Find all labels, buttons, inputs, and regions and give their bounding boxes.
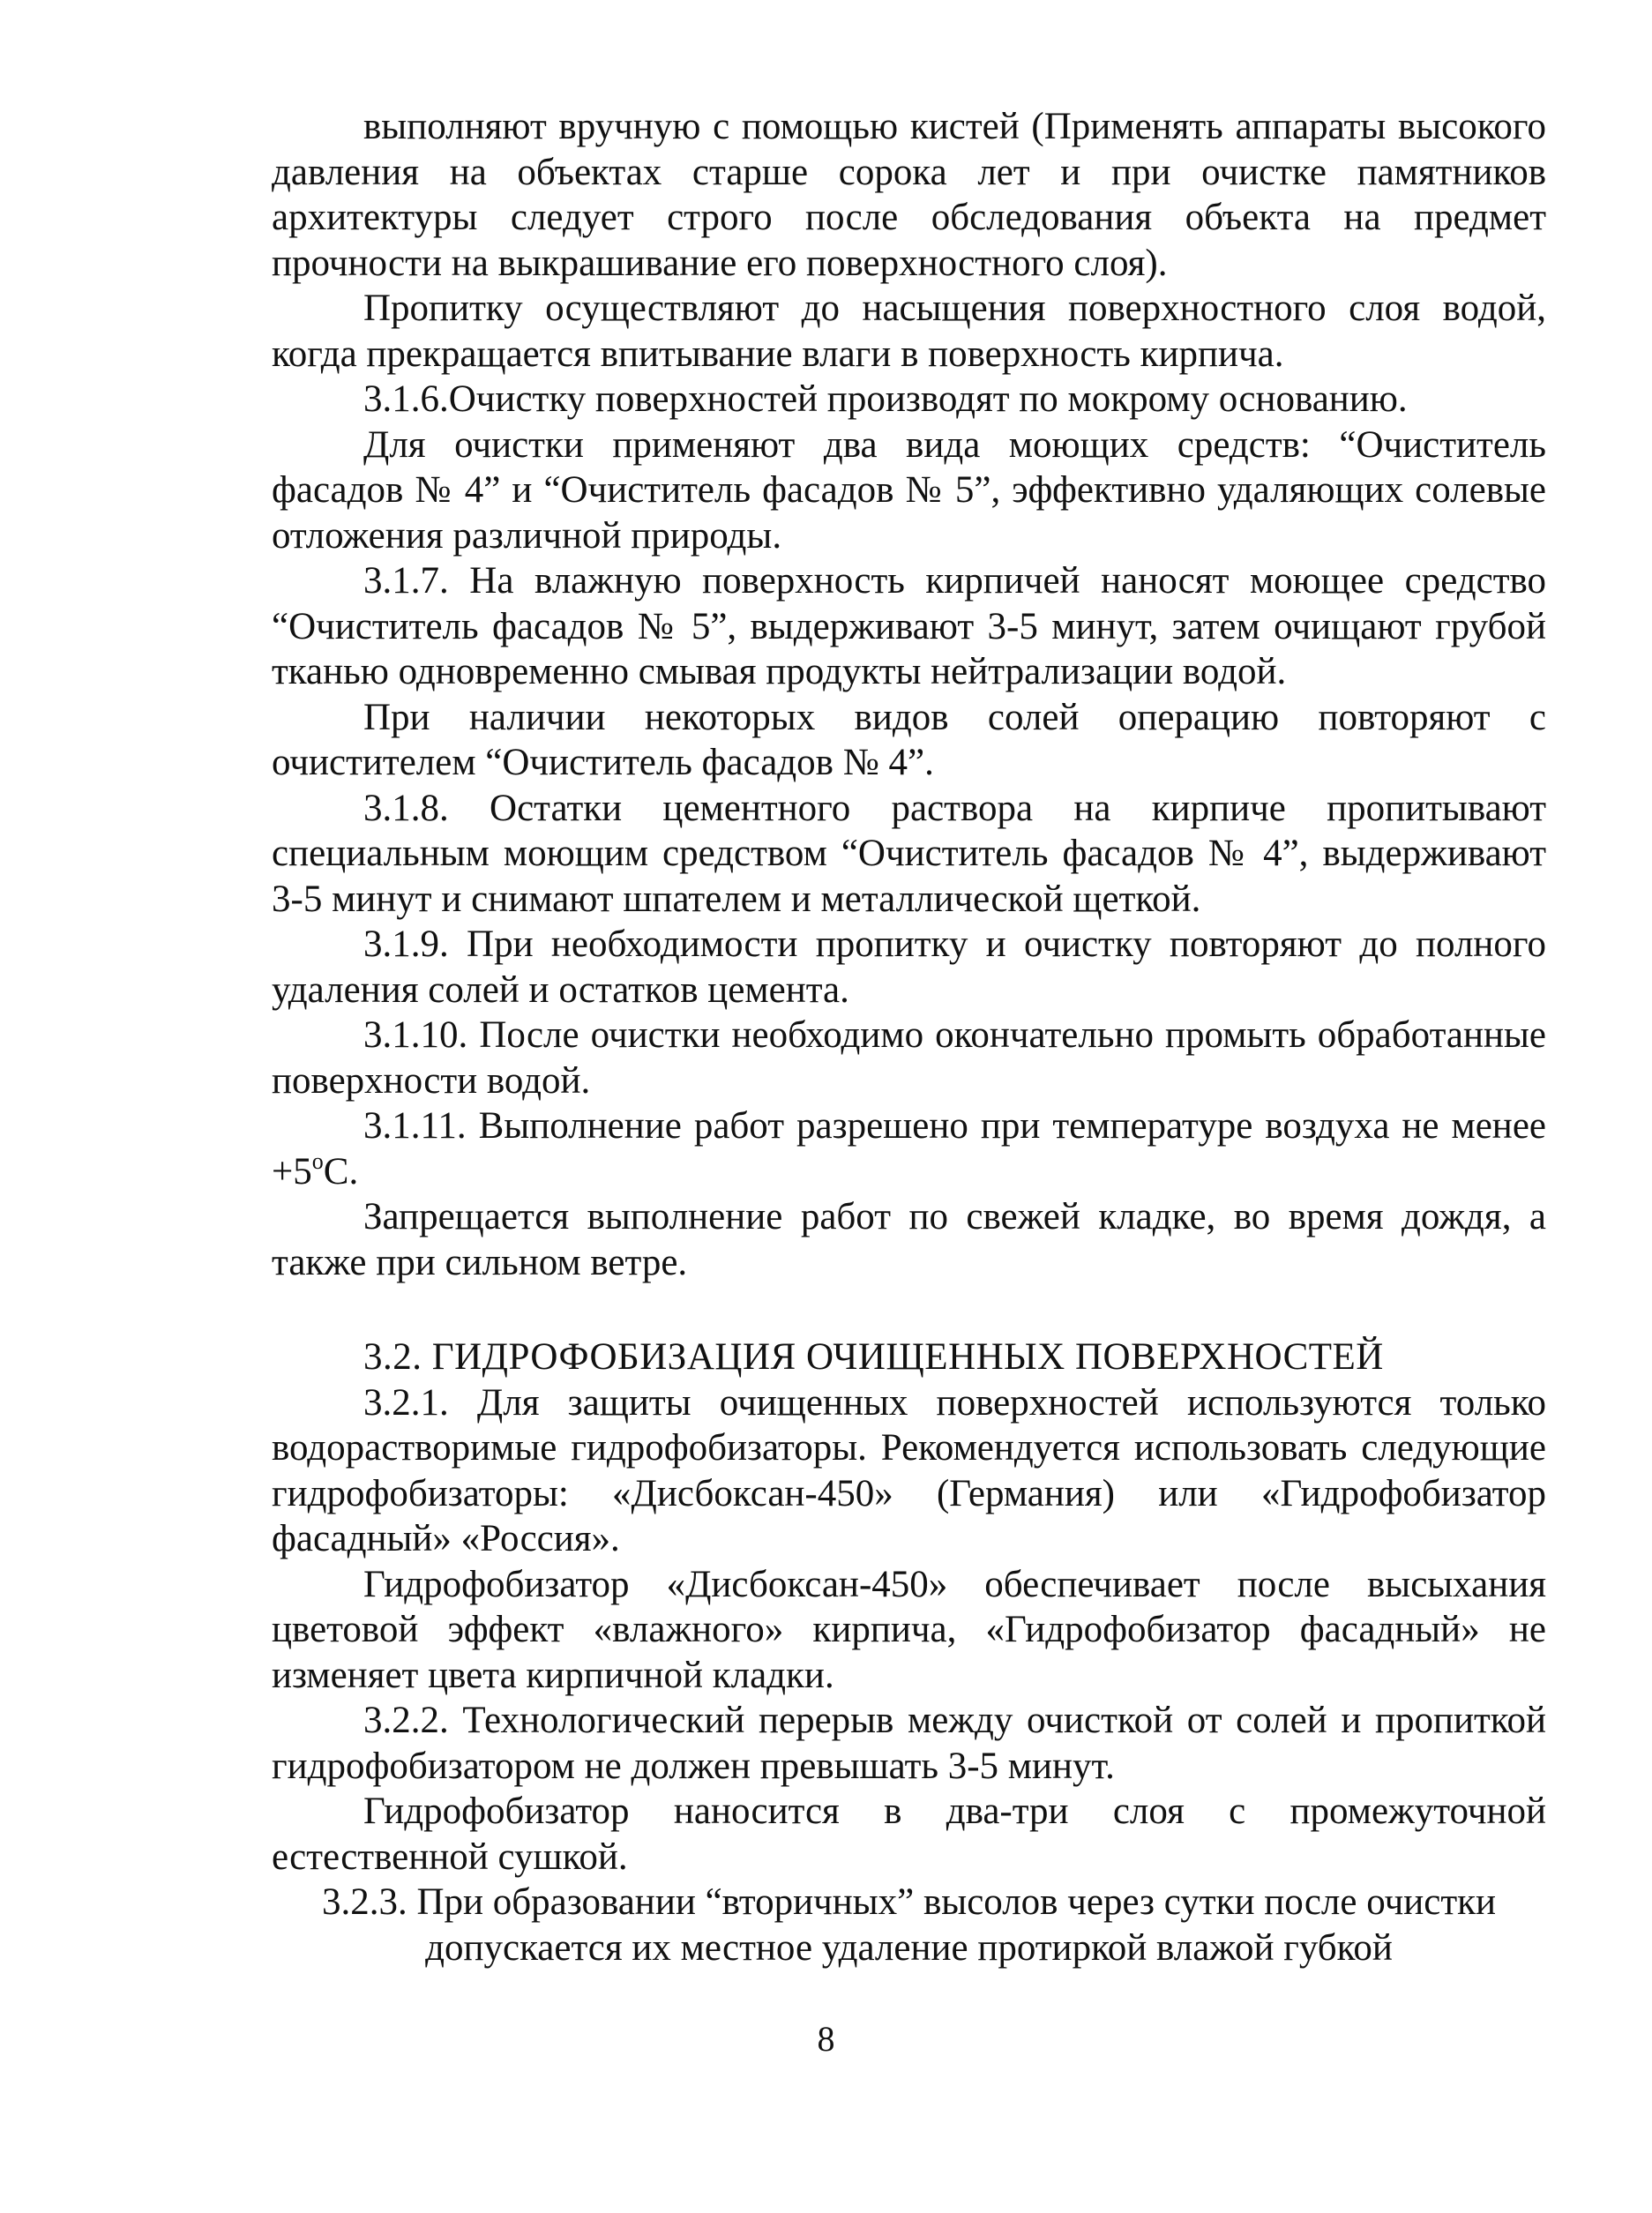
section-heading-hydrophobization: 3.2. ГИДРОФОБИЗАЦИЯ ОЧИЩЕННЫХ ПОВЕРХНОСТЕЙ	[363, 1336, 1384, 1378]
paragraph-3-1-11	[272, 1103, 1546, 1194]
paragraph-3-2-3: 3.2.3. При образовании “вторичных” высолов через сутки после очистки допускается их местное удаление протиркой влажой губкой	[321, 1881, 1497, 1969]
temperature-text: 3.1.11. Выполнение работ разрешено при температуре воздуха не менее +5	[272, 1105, 1546, 1192]
paragraph-3-1-8: 3.1.8. Остатки цементного раствора на кирпиче пропитывают специальным моющим средством “Очиститель фасадов № 4”, выдерживают 3-5 минут и снимают шпателем и металлической щеткой.	[272, 787, 1546, 920]
paragraph-3-2-1: 3.2.1. Для защиты очищенных поверхностей используются только водорастворимые гидрофобизаторы. Рекомендуется использовать следующие гидрофобизаторы: «Дисбоксан-450» (Германия) или «Гидрофобизатор фасадный» «Россия».	[272, 1381, 1546, 1559]
temperature-unit: C.	[323, 1150, 359, 1192]
paragraph-salts: При наличии некоторых видов солей операцию повторяют с очистителем “Очиститель фасадов № 4”.	[272, 696, 1546, 783]
paragraph-3-1-6: 3.1.6.Очистку поверхностей производят по мокрому основанию.	[363, 378, 1408, 420]
paragraph-3-1-7: 3.1.7. На влажную поверхность кирпичей наносят моющее средство “Очиститель фасадов № 5”, выдерживают 3-5 минут, затем очищают грубой тканью одновременно смывая продукты нейтрализации водой.	[272, 560, 1546, 692]
paragraph-3-2-2: 3.2.2. Технологический перерыв между очисткой от солей и пропиткой гидрофобизатором не должен превышать 3-5 минут.	[272, 1700, 1546, 1787]
paragraph-3-1-10: 3.1.10. После очистки необходимо окончательно промыть обработанные поверхности водой.	[272, 1014, 1546, 1102]
paragraph-layers: Гидрофобизатор наносится в два-три слоя с промежуточной естественной сушкой.	[272, 1791, 1546, 1878]
page-number: 8	[817, 2019, 835, 2059]
page-content	[272, 104, 1546, 1970]
paragraph-restrictions: Запрещается выполнение работ по свежей кладке, во время дождя, а также при сильном ветре.	[272, 1196, 1546, 1283]
paragraph-cleaning-agents: Для очистки применяют два вида моющих средств: “Очиститель фасадов № 4” и “Очиститель фасадов № 5”, эффективно удаляющих солевые отложения различной природы.	[272, 423, 1546, 557]
paragraph-disboxan: Гидрофобизатор «Дисбоксан-450» обеспечивает после высыхания цветовой эффект «влажного» кирпича, «Гидрофобизатор фасадный» не изменяет цвета кирпичной кладки.	[272, 1563, 1546, 1696]
paragraph-intro: выполняют вручную с помощью кистей (Применять аппараты высокого давления на объектах старше сорока лет и при очистке памятников архитектуры следует строго после обследования объекта на предмет прочности на выкрашивание его поверхностного слоя).	[272, 106, 1546, 284]
degree-sign: o	[311, 1148, 324, 1174]
paragraph-impregnation: Пропитку осуществляют до насыщения поверхностного слоя водой, когда прекращается впитывание влаги в поверхность кирпича.	[272, 288, 1546, 375]
paragraph-3-1-9: 3.1.9. При необходимости пропитку и очистку повторяют до полного удаления солей и остатков цемента.	[272, 923, 1546, 1011]
